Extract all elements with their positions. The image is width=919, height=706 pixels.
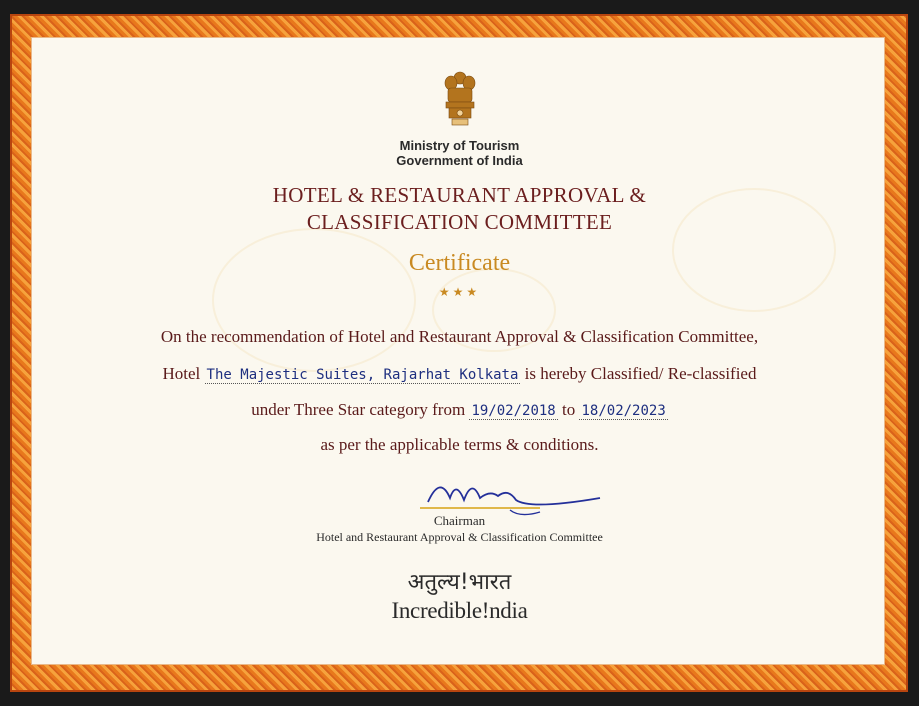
hotel-prefix: Hotel <box>162 364 201 383</box>
incredible-india-logo: Incredible!ndia <box>391 598 528 623</box>
committee-title-line1: HOTEL & RESTAURANT APPROVAL & <box>272 183 647 207</box>
national-emblem-icon <box>440 68 480 132</box>
hotel-line <box>0 364 919 384</box>
recommendation-line: On the recommendation of Hotel and Restaurant Approval & Classification Committee, <box>160 327 759 346</box>
ministry-name: Ministry of Tourism <box>399 138 520 153</box>
date-from-handwritten: 19/02/2018 <box>471 403 556 419</box>
hotel-suffix: is hereby Classified/ Re-classified <box>524 364 757 383</box>
category-prefix: under Three Star category from <box>251 400 466 419</box>
terms-line: as per the applicable terms & conditions. <box>320 435 599 454</box>
incredible-india-hindi-logo: अतुल्य!भारत <box>407 570 512 595</box>
committee-title-line2: CLASSIFICATION COMMITTEE <box>306 210 613 234</box>
certificate-title: Certificate <box>408 250 511 276</box>
star-rating: ★★★ <box>438 285 481 299</box>
chairman-title: Chairman <box>433 513 486 528</box>
date-to-word: to <box>562 400 576 419</box>
category-line <box>0 400 919 420</box>
government-name: Government of India <box>396 153 523 168</box>
chairman-committee: Hotel and Restaurant Approval & Classification Committee <box>316 530 603 544</box>
hotel-name-handwritten: The Majestic Suites, Rajarhat Kolkata <box>206 367 519 383</box>
date-to-handwritten: 18/02/2023 <box>581 403 666 419</box>
